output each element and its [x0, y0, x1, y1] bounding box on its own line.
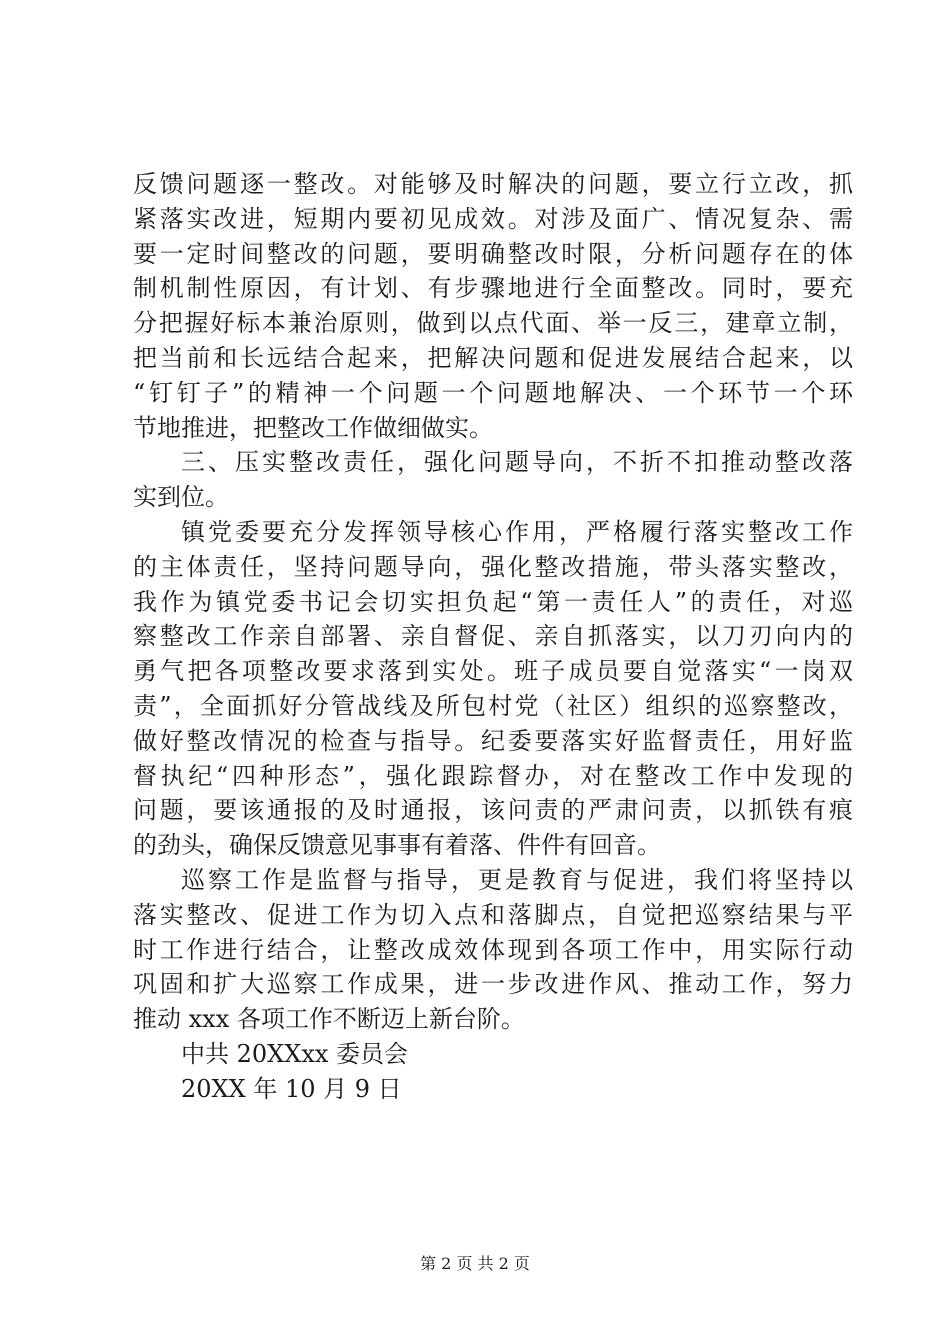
text-line: 落实整改、促进工作为切入点和落脚点，自觉把巡察结果与平	[133, 900, 853, 929]
text-line: “钉钉子”的精神一个问题一个问题地解决、一个环节一个环	[133, 378, 853, 407]
document-body	[133, 167, 853, 1107]
text-line: 做好整改情况的检查与指导。纪委要落实好监督责任，用好监	[133, 726, 853, 755]
section-heading-line: 三、压实整改责任，强化问题导向，不折不扣推动整改落	[181, 448, 853, 477]
text-line: 反馈问题逐一整改。对能够及时解决的问题，要立行立改，抓	[133, 170, 853, 198]
text-line: 巩固和扩大巡察工作成果，进一步改进作风、推动工作，努力	[133, 970, 853, 999]
text-line: 巡察工作是监督与指导，更是教育与促进，我们将坚持以	[181, 865, 853, 894]
page-footer	[0, 1254, 950, 1274]
signature-block	[133, 1037, 853, 1107]
text-line: 推动 xxx 各项工作不断迈上新台阶。	[133, 1005, 525, 1034]
section-heading-line: 实到位。	[133, 483, 229, 512]
text-line: 问题，要该通报的及时通报，该问责的严肃问责，以抓铁有痕	[133, 796, 853, 825]
text-line: 我作为镇党委书记会切实担负起“第一责任人”的责任，对巡	[133, 587, 853, 616]
text-line: 的劲头，确保反馈意见事事有着落、件件有回音。	[133, 831, 661, 860]
text-line: 察整改工作亲自部署、亲自督促、亲自抓落实，以刀刃向内的	[133, 622, 853, 651]
text-line: 紧落实改进，短期内要初见成效。对涉及面广、情况复杂、需	[133, 204, 853, 233]
text-line: 镇党委要充分发挥领导核心作用，严格履行落实整改工作	[181, 517, 853, 546]
signature-organization: 中共 20XXxx 委员会	[181, 1039, 409, 1068]
text-line: 的主体责任，坚持问题导向，强化整改措施，带头落实整改，	[133, 552, 853, 581]
text-line: 责”，全面抓好分管战线及所包村党（社区）组织的巡察整改，	[133, 691, 853, 720]
signature-date: 20XX 年 10 月 9 日	[181, 1074, 402, 1103]
text-line: 节地推进，把整改工作做细做实。	[133, 413, 493, 442]
text-line: 制机制性原因，有计划、有步骤地进行全面整改。同时，要充	[133, 274, 853, 303]
text-line: 督执纪“四种形态”，强化跟踪督办，对在整改工作中发现的	[133, 761, 853, 790]
text-line: 勇气把各项整改要求落到实处。班子成员要自觉落实“一岗双	[133, 657, 853, 686]
text-line: 要一定时间整改的问题，要明确整改时限，分析问题存在的体	[133, 239, 853, 268]
text-line: 时工作进行结合，让整改成效体现到各项工作中，用实际行动	[133, 935, 853, 964]
text-line: 把当前和长远结合起来，把解决问题和促进发展结合起来，以	[133, 343, 853, 372]
text-line: 分把握好标本兼治原则，做到以点代面、举一反三，建章立制，	[133, 309, 853, 338]
page-number-label: 第 2 页 共 2 页	[420, 1254, 530, 1273]
